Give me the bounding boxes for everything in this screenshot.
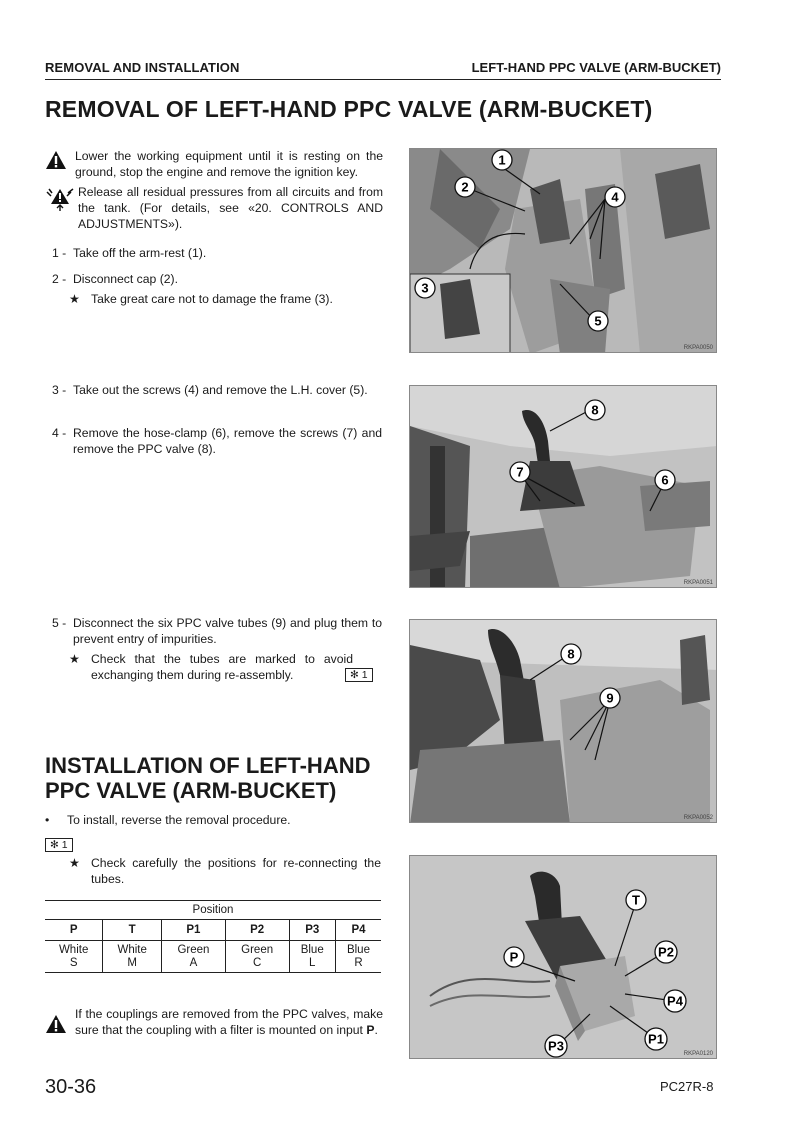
header-section: REMOVAL AND INSTALLATION — [45, 60, 240, 75]
callout-label: 2 — [461, 179, 469, 195]
warning-text-1: Lower the working equipment until it is resting on the ground, stop the engine and remove the ignition key. — [75, 149, 383, 179]
warning-text-3: If the couplings are removed from the PPC valves, make sure that the coupling with a filter is mounted on input P. — [75, 1007, 383, 1037]
callout-label: 3 — [421, 280, 429, 296]
callout-label: P2 — [658, 944, 674, 960]
table-cell: Blue R — [335, 941, 381, 973]
callout-label: 7 — [516, 464, 524, 480]
figure-code: RKPA0052 — [683, 815, 713, 821]
star-icon: ★ — [69, 652, 80, 666]
figure-code: RKPA0050 — [683, 345, 713, 351]
callout-label: 5 — [594, 313, 602, 329]
removal-title: REMOVAL OF LEFT-HAND PPC VALVE (ARM-BUCKET) — [45, 96, 653, 122]
callout-label: P1 — [648, 1031, 664, 1047]
callout-label: 6 — [661, 472, 669, 488]
callout-label: P4 — [667, 993, 683, 1009]
bullet-dot: • — [45, 813, 50, 827]
table-header: P2 — [225, 920, 289, 941]
model-name: PC27R-8 — [660, 1079, 714, 1094]
callout-label: 4 — [611, 189, 619, 205]
table-cell: White S — [45, 941, 103, 973]
table-header: P — [45, 920, 103, 941]
table-caption: Position — [45, 901, 381, 920]
figure-ppc-valve — [409, 385, 717, 588]
table-cell: Green A — [162, 941, 226, 973]
star-icon: ★ — [69, 292, 80, 306]
callout-label: 8 — [567, 646, 575, 662]
reference-tag: ✻ 1 — [345, 668, 373, 682]
table-header: P4 — [335, 920, 381, 941]
table-header: T — [103, 920, 162, 941]
table-cell: Green C — [225, 941, 289, 973]
callout-label: 8 — [591, 402, 599, 418]
figure-armrest-cover — [409, 148, 717, 353]
running-header — [45, 58, 721, 80]
figure-ppc-ports — [409, 855, 717, 1059]
installation-reference-tag: ✻ 1 — [45, 838, 73, 852]
installation-title: INSTALLATION OF LEFT-HAND PPC VALVE (ARM-BUCKET) — [45, 753, 371, 803]
callout-label: P — [509, 949, 519, 965]
callout-label: T — [632, 892, 640, 908]
callout-label: 1 — [498, 152, 506, 168]
warning-text-2: Release all residual pressures from all circuits and from the tank. (For details, see «20. CONTROLS AND ADJUSTMENTS»). — [78, 185, 383, 231]
position-table — [45, 900, 381, 973]
figure-code: RKPA0120 — [683, 1051, 713, 1057]
table-header: P3 — [289, 920, 335, 941]
star-icon: ★ — [69, 856, 80, 870]
figure-code: RKPA0051 — [683, 580, 713, 586]
callout-label: 9 — [606, 690, 614, 706]
table-cell: White M — [103, 941, 162, 973]
warning-triangle-icon — [45, 1014, 67, 1034]
page-number: 30-36 — [45, 1076, 97, 1098]
warning-triangle-icon — [45, 150, 67, 170]
figure-ppc-tubes — [409, 619, 717, 823]
callout-label: P3 — [548, 1038, 564, 1054]
pressure-release-icon — [45, 186, 75, 212]
table-header: P1 — [162, 920, 226, 941]
header-topic: LEFT-HAND PPC VALVE (ARM-BUCKET) — [471, 60, 721, 75]
table-cell: Blue L — [289, 941, 335, 973]
